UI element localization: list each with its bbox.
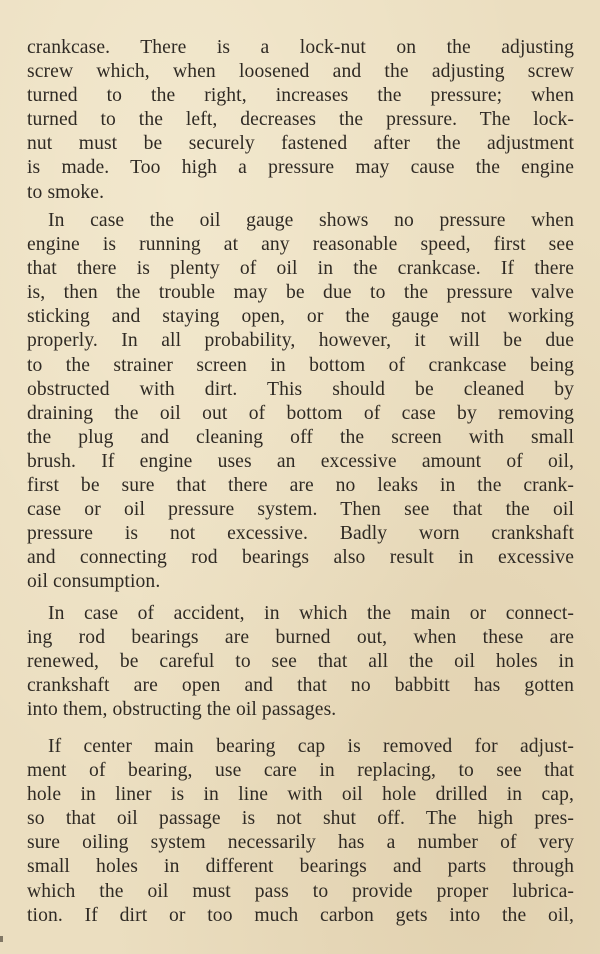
text-line: small holes in different bearings and parts through — [27, 856, 574, 878]
text-line: crankcase. There is a lock-nut on the adjusting — [27, 37, 574, 58]
text-line: properly. In all probability, however, it will be due — [27, 330, 574, 352]
text-line: turned to the right, increases the pressure; when — [27, 85, 574, 107]
text-line: into them, obstructing the oil passages. — [27, 699, 337, 721]
text-line: crankshaft are open and that no babbitt has gotten — [27, 675, 574, 697]
text-line: the plug and cleaning off the screen with small — [27, 426, 574, 448]
text-line: brush. If engine uses an excessive amount of oil, — [27, 450, 574, 472]
text-line: sticking and staying open, or the gauge not working — [27, 306, 574, 328]
text-line: oil consumption. — [27, 571, 161, 593]
text-line: which the oil must pass to provide proper lubrica- — [27, 880, 574, 902]
page-edge-mark — [0, 936, 3, 942]
text-line: that there is plenty of oil in the crankcase. If there — [27, 258, 574, 280]
text-line: pressure is not excessive. Badly worn crankshaft — [27, 523, 574, 545]
text-line: tion. If dirt or too much carbon gets into the oil, — [27, 904, 574, 926]
text-line: ment of bearing, use care in replacing, to see that — [27, 760, 574, 782]
text-line: renewed, be careful to see that all the oil holes in — [27, 651, 574, 673]
text-line: to the strainer screen in bottom of crankcase being — [27, 354, 574, 376]
text-line: hole in liner is in line with oil hole drilled in cap, — [27, 784, 574, 806]
text-line: case or oil pressure system. Then see that the oil — [27, 499, 574, 521]
text-line: draining the oil out of bottom of case by removing — [27, 402, 574, 424]
paragraph-oil-pressure-adjustment — [27, 36, 574, 205]
text-line: is made. Too high a pressure may cause the engine — [27, 157, 574, 179]
paragraph-main-bearing-cap — [27, 735, 574, 928]
text-line: obstructed with dirt. This should be cleaned by — [27, 378, 574, 400]
text-line: engine is running at any reasonable speed, first see — [27, 234, 574, 256]
text-line: sure oiling system necessarily has a number of very — [27, 832, 574, 854]
text-line: nut must be securely fastened after the adjustment — [27, 133, 574, 155]
text-line: In case of accident, in which the main or connect- — [48, 603, 574, 624]
text-line: screw which, when loosened and the adjusting screw — [27, 61, 574, 83]
text-line: and connecting rod bearings also result in excessive — [27, 547, 574, 569]
text-line: to smoke. — [27, 181, 105, 203]
text-line: first be sure that there are no leaks in the crank- — [27, 475, 574, 497]
text-line: turned to the left, decreases the pressure. The lock- — [27, 109, 574, 131]
text-line: so that oil passage is not shut off. The high pres- — [27, 808, 574, 830]
paragraph-no-pressure-troubleshooting — [27, 209, 574, 595]
text-line: is, then the trouble may be due to the pressure valve — [27, 282, 574, 304]
text-line: If center main bearing cap is removed for adjust- — [48, 736, 574, 757]
text-line: ing rod bearings are burned out, when these are — [27, 627, 574, 649]
text-line: In case the oil gauge shows no pressure when — [48, 210, 574, 231]
paragraph-bearing-accident — [27, 602, 574, 722]
